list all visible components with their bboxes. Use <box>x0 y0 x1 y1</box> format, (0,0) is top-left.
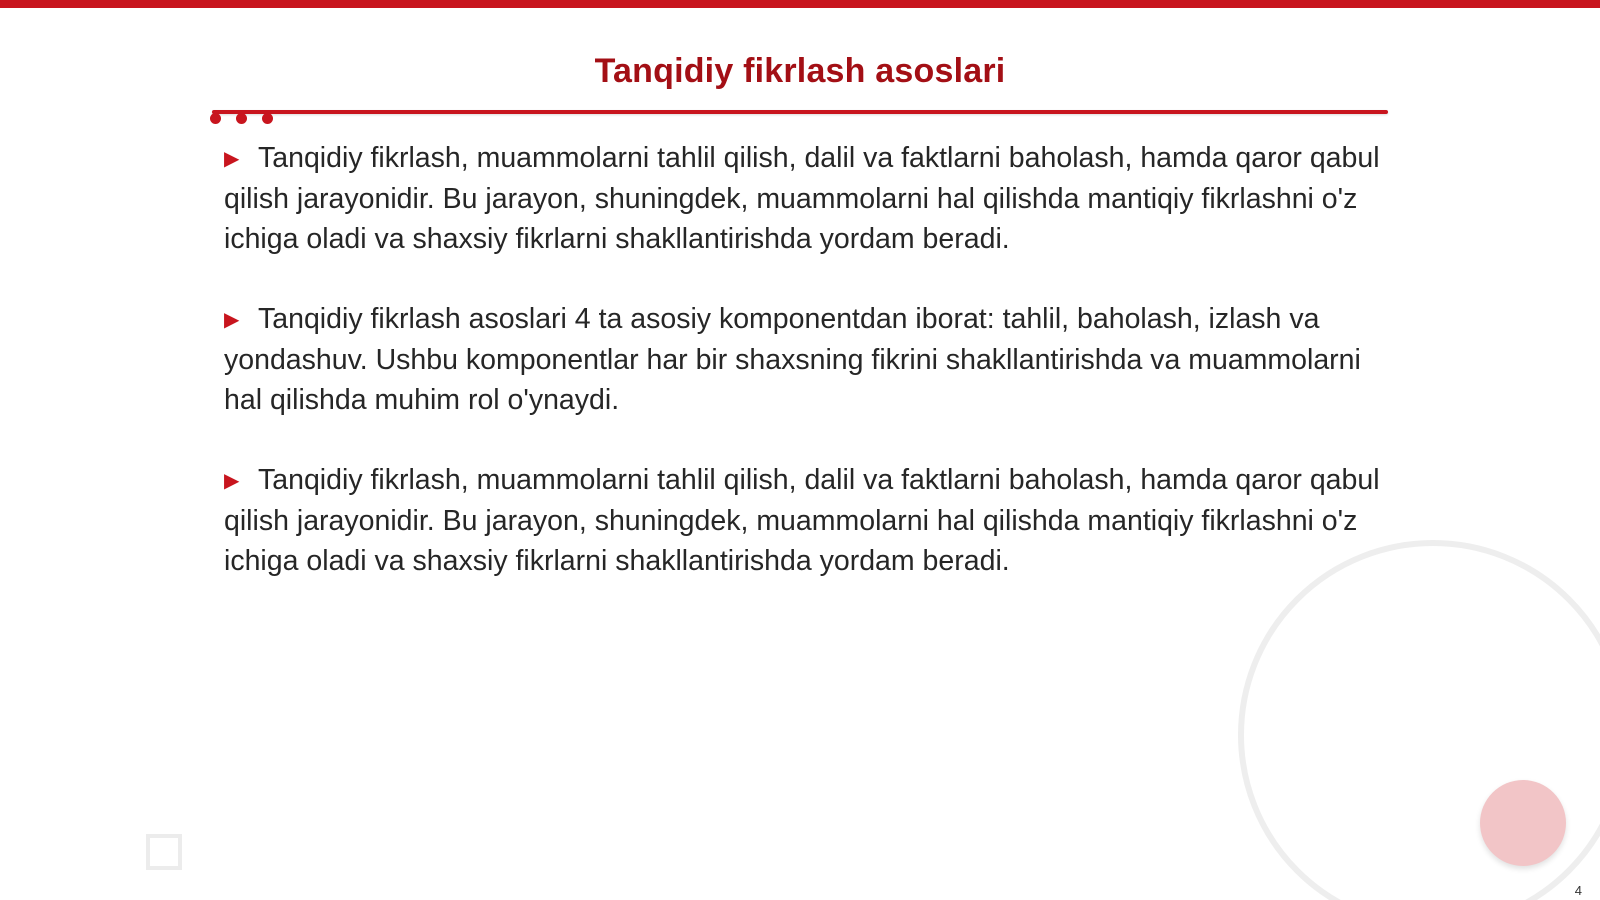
decorative-square <box>146 834 182 870</box>
bullet-arrow-icon: ▶ <box>224 148 240 170</box>
bullet-arrow-icon: ▶ <box>224 309 240 331</box>
paragraph-text: Tanqidiy fikrlash, muammolarni tahlil qilish, dalil va faktlarni baholash, hamda qaror qabul qilish jarayonidir. Bu jarayon, shuningdek, muammolarni hal qilishda mantiqiy fikrlashni o'z ichiga oladi va shaxsiy fikrlarni shakllantirishda yordam beradi. <box>224 142 1380 255</box>
decorative-pink-circle <box>1480 780 1566 866</box>
paragraph-text: Tanqidiy fikrlash asoslari 4 ta asosiy komponentdan iborat: tahlil, baholash, izlash va yondashuv. Ushbu komponentlar har bir shaxsning fikrini shakllantirishda va muammolarni hal qilishda muhim rol o'ynaydi. <box>224 303 1361 416</box>
paragraph-1 <box>224 138 1384 259</box>
bullet-arrow-icon: ▶ <box>224 470 240 492</box>
top-accent-bar <box>0 0 1600 8</box>
paragraph-3 <box>224 460 1384 581</box>
decor-dot-2 <box>236 113 247 124</box>
paragraph-text: Tanqidiy fikrlash, muammolarni tahlil qilish, dalil va faktlarni baholash, hamda qaror qabul qilish jarayonidir. Bu jarayon, shuningdek, muammolarni hal qilishda mantiqiy fikrlashni o'z ichiga oladi va shaxsiy fikrlarni shakllantirishda yordam beradi. <box>224 464 1380 577</box>
decor-dot-3 <box>262 113 273 124</box>
slide-title: Tanqidiy fikrlash asoslari <box>594 52 1006 90</box>
title-underline <box>212 110 1388 114</box>
paragraph-2 <box>224 299 1384 420</box>
decor-dot-1 <box>210 113 221 124</box>
page-number: 4 <box>1574 883 1582 898</box>
content-area <box>224 138 1384 621</box>
